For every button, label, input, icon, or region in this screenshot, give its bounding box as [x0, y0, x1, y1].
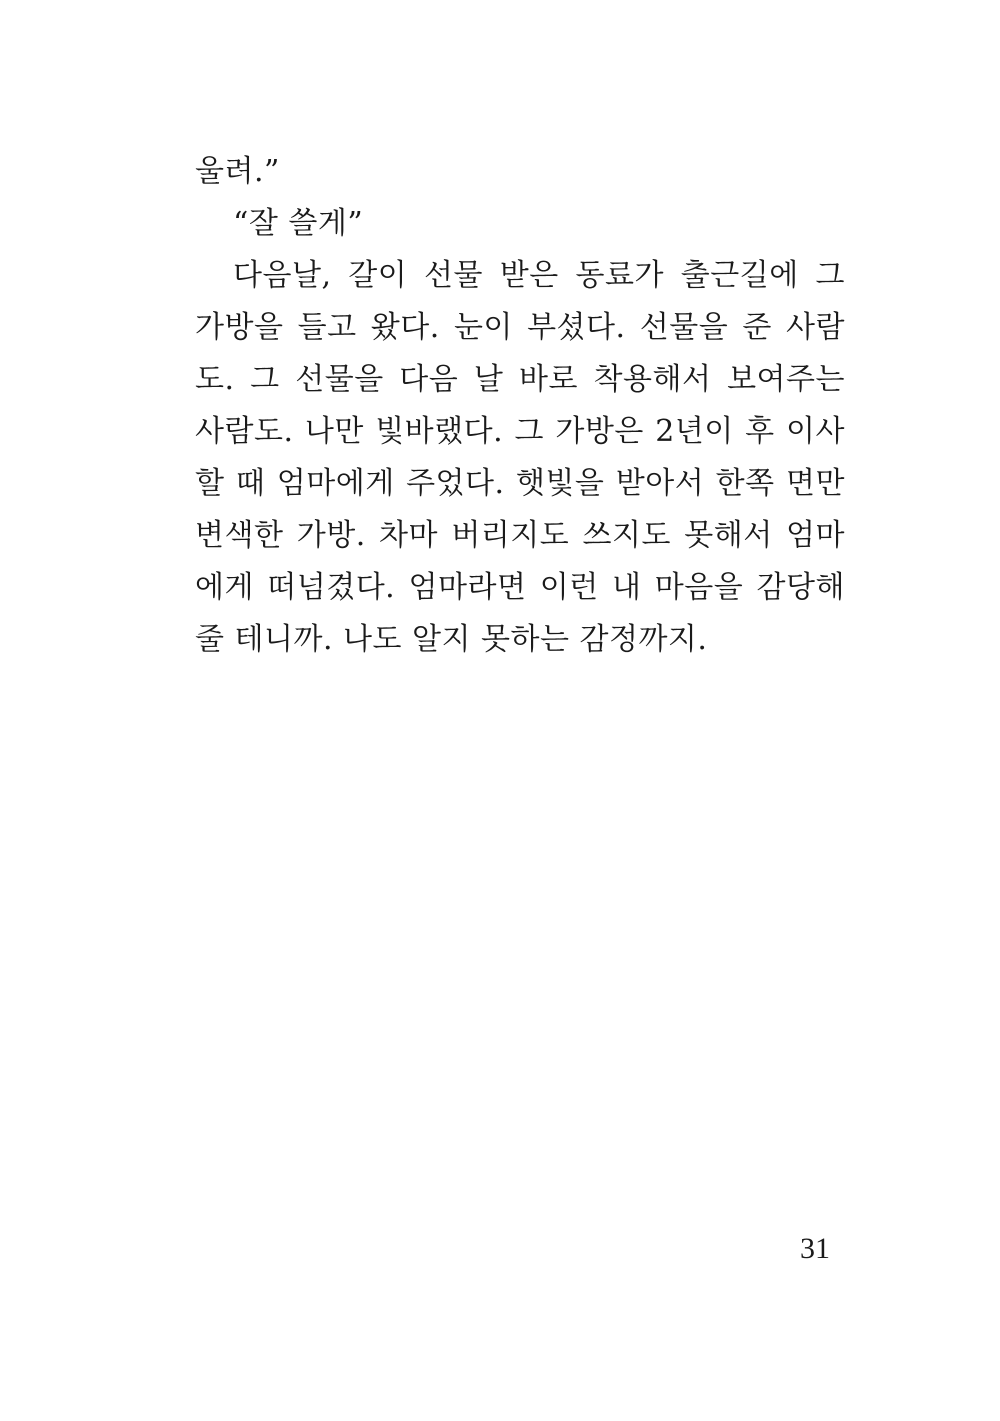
word: 다음날,: [233, 258, 332, 293]
word: 햇빛을: [515, 466, 605, 501]
word: 보여주는: [727, 362, 845, 397]
word: 가방.: [296, 518, 366, 553]
word: 떠넘겼다.: [267, 570, 396, 605]
word: 들고: [297, 310, 357, 345]
word: 나만: [304, 414, 364, 449]
word: 빛바랬다.: [375, 414, 504, 449]
word: 변색한: [195, 518, 284, 553]
word: 준: [742, 310, 772, 345]
word: 선물: [424, 258, 483, 293]
word: 할: [195, 466, 225, 501]
body-text: [195, 146, 845, 666]
word: 주었다.: [406, 466, 505, 501]
word: 동료가: [575, 258, 664, 293]
word: 받은: [499, 258, 559, 293]
text-line: [195, 510, 845, 562]
word: 이런: [539, 570, 599, 605]
word: 왔다.: [370, 310, 440, 345]
word: 이사: [786, 414, 845, 449]
word: 선물을: [639, 310, 729, 345]
page-number: 31: [800, 1232, 830, 1265]
text-line: [195, 406, 845, 458]
word: 눈이: [453, 310, 513, 345]
word: 차마: [379, 518, 439, 553]
text-line: [195, 458, 845, 510]
word: 선물을: [295, 362, 384, 397]
word: 때: [235, 466, 266, 501]
text-line: [195, 562, 845, 614]
word: 갈이: [348, 258, 408, 293]
word: 감당해: [756, 570, 845, 605]
word: 부셨다.: [527, 310, 626, 345]
text-line: 줄 테니까. 나도 알지 못하는 감정까지.: [195, 622, 708, 657]
word: 한쪽: [715, 466, 775, 501]
word: 내: [612, 570, 642, 605]
text-line: [195, 302, 845, 354]
word: 그: [815, 258, 845, 293]
word: 그: [250, 362, 280, 397]
word: 버리지도: [451, 518, 570, 553]
word: 쓰지도: [582, 518, 671, 553]
word: 사람도.: [195, 414, 294, 449]
word: 다음: [399, 362, 459, 397]
text-line: 울려.”: [195, 154, 280, 189]
word: 사람: [786, 310, 845, 345]
text-line: “잘 쓸게”: [233, 206, 364, 241]
word: 엄마라면: [408, 570, 527, 605]
word: 2년이: [655, 414, 734, 449]
word: 가방을: [195, 310, 284, 345]
word: 착용해서: [593, 362, 712, 397]
word: 바로: [518, 362, 578, 397]
text-line: [195, 354, 845, 406]
word: 가방은: [555, 414, 644, 449]
word: 못해서: [684, 518, 773, 553]
word: 받아서: [615, 466, 705, 501]
word: 출근길에: [680, 258, 799, 293]
word: 날: [473, 362, 504, 397]
word: 마음을: [654, 570, 744, 605]
word: 엄마에게: [276, 466, 395, 501]
word: 도.: [195, 362, 235, 397]
word: 후: [745, 414, 775, 449]
word: 그: [514, 414, 545, 449]
text-line: [195, 250, 845, 302]
word: 면만: [785, 466, 845, 501]
word: 에게: [195, 570, 254, 605]
word: 엄마: [786, 518, 845, 553]
